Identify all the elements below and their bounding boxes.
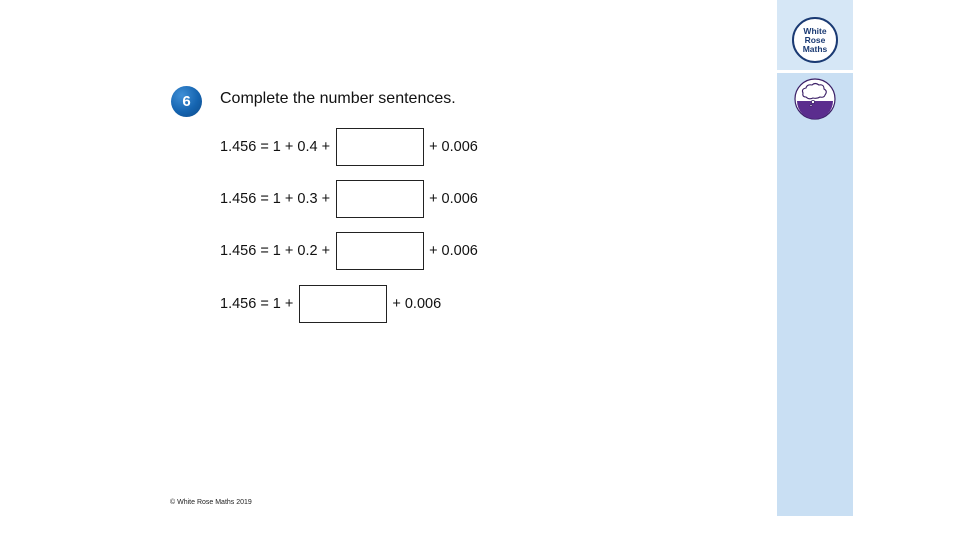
number-sentence-2 xyxy=(220,179,478,219)
number-sentence-3 xyxy=(220,231,478,271)
sentence-right: + 0.006 xyxy=(429,243,478,259)
thought-bubble-icon xyxy=(794,78,836,120)
answer-box-4[interactable] xyxy=(299,285,387,323)
sentence-left: 1.456 = 1 + 0.4 + xyxy=(220,139,331,155)
sentence-right: + 0.006 xyxy=(392,296,442,312)
number-sentence-1 xyxy=(220,127,478,167)
answer-box-3[interactable] xyxy=(336,232,424,270)
sentence-left: 1.456 = 1 + 0.3 + xyxy=(220,191,331,207)
sentence-left: 1.456 = 1 + xyxy=(220,296,294,312)
copyright-footer: © White Rose Maths 2019 xyxy=(170,499,252,506)
sentence-right: + 0.006 xyxy=(429,139,478,155)
white-rose-maths-logo xyxy=(792,17,838,63)
question-number: 6 xyxy=(182,93,191,110)
logo-text: White Rose Maths xyxy=(802,25,828,54)
number-sentence-4 xyxy=(220,284,441,324)
side-panel-header xyxy=(777,0,853,73)
sentence-left: 1.456 = 1 + 0.2 + xyxy=(220,243,331,259)
question-number-badge xyxy=(171,86,202,117)
question-instruction: Complete the number sentences. xyxy=(220,90,456,107)
sentence-right: + 0.006 xyxy=(429,191,478,207)
answer-box-2[interactable] xyxy=(336,180,424,218)
answer-box-1[interactable] xyxy=(336,128,424,166)
side-panel xyxy=(777,0,853,516)
